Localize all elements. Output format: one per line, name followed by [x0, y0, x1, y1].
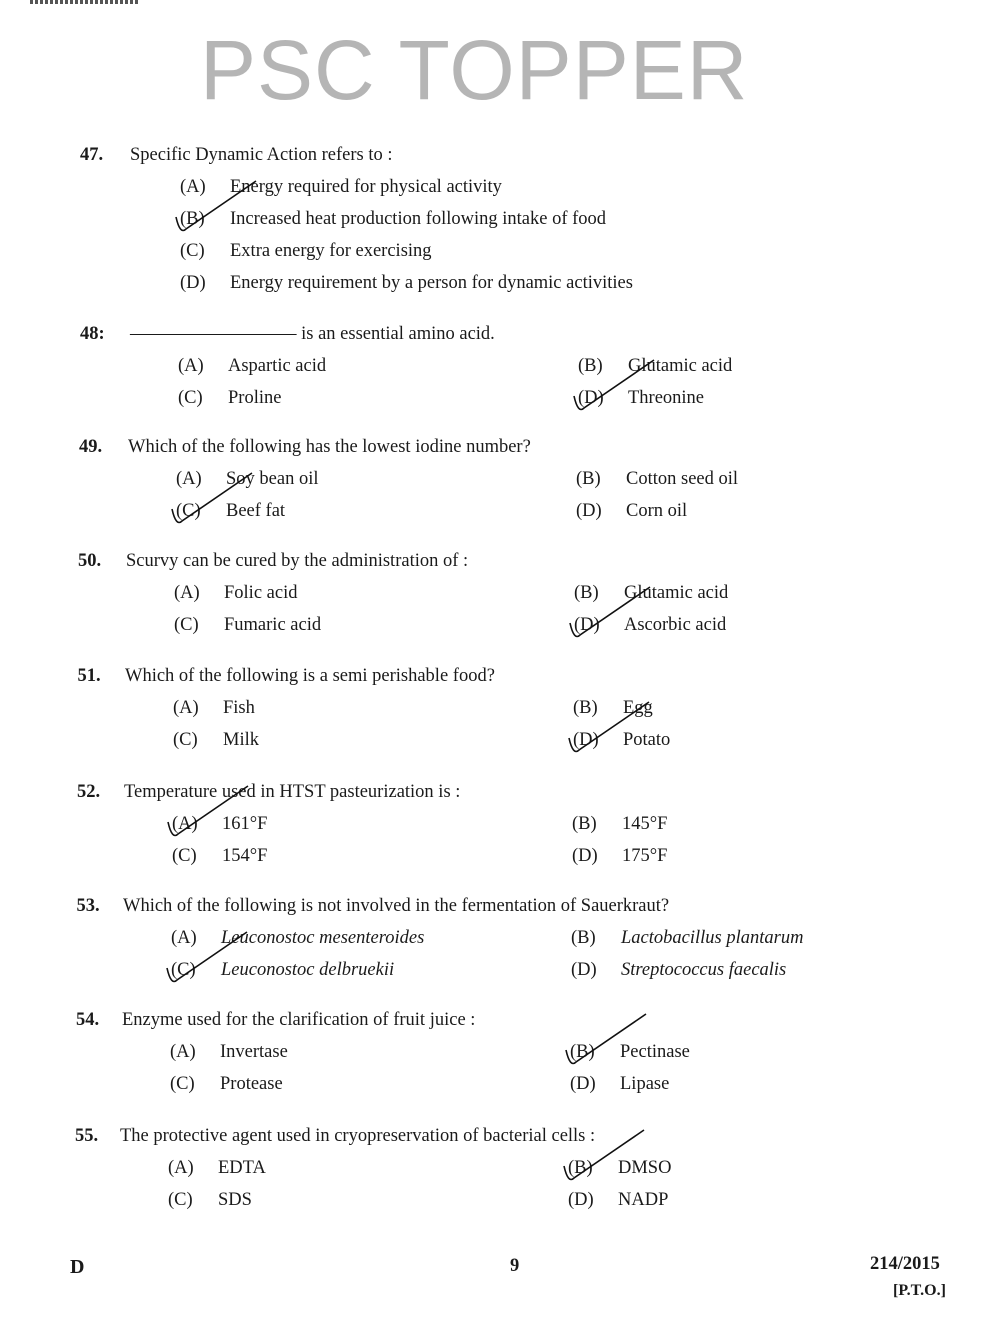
option-text: Folic acid [224, 583, 298, 603]
option-label: (C) [173, 730, 198, 750]
option-label: (D) [574, 615, 600, 635]
option-text: SDS [218, 1190, 252, 1210]
answer-option [172, 846, 267, 867]
option-text: Streptococcus faecalis [621, 960, 787, 980]
answer-option [180, 241, 432, 262]
option-text: Potato [623, 730, 671, 750]
option-label: (C) [168, 1190, 193, 1210]
answer-option [171, 928, 424, 949]
answer-option [568, 1158, 671, 1179]
option-text: Lactobacillus plantarum [621, 928, 804, 948]
question-text: Which of the following has the lowest iodine number? [128, 437, 531, 457]
scan-artifact [30, 0, 140, 4]
option-label: (B) [576, 469, 601, 489]
answer-option [168, 1158, 266, 1179]
option-label: (C) [178, 388, 203, 408]
question-number: 52. [77, 782, 101, 802]
answer-option [574, 583, 728, 604]
option-text: Energy requirement by a person for dynamic activities [230, 273, 633, 293]
option-text: Beef fat [226, 501, 286, 521]
question-text: Specific Dynamic Action refers to : [130, 145, 393, 165]
answer-option [573, 730, 670, 751]
answer-option [173, 730, 259, 751]
option-label: (B) [573, 698, 598, 718]
answer-option [571, 960, 786, 981]
option-text: Cotton seed oil [626, 469, 739, 489]
option-text: DMSO [618, 1158, 672, 1178]
option-text: Leuconostoc mesenteroides [221, 928, 425, 948]
option-text: Soy bean oil [226, 469, 319, 489]
question-number: 47. [80, 145, 104, 165]
option-label: (A) [171, 928, 197, 948]
option-text: 175°F [622, 846, 668, 866]
option-label: (A) [180, 177, 206, 197]
option-label: (C) [172, 846, 197, 866]
option-text: Threonine [628, 388, 705, 408]
question-number: 54. [76, 1010, 100, 1030]
option-label: (A) [178, 356, 204, 376]
answer-option [573, 698, 653, 719]
question-text: Scurvy can be cured by the administration of : [126, 551, 469, 571]
option-label: (D) [578, 388, 604, 408]
option-text: Leuconostoc delbruekii [221, 960, 395, 980]
watermark: PSC TOPPER [200, 23, 749, 117]
question-text: Enzyme used for the clarification of fruit juice : [122, 1010, 476, 1030]
option-label: (C) [171, 960, 196, 980]
answer-option [578, 388, 704, 409]
answer-option [572, 814, 667, 835]
footer-pto: [P.T.O.] [893, 1282, 946, 1299]
option-text: Glutamic acid [624, 583, 729, 603]
option-text: NADP [618, 1190, 669, 1210]
option-label: (C) [180, 241, 205, 261]
answer-option [176, 501, 285, 522]
answer-option [574, 615, 726, 636]
option-label: (D) [576, 501, 602, 521]
answer-option [578, 356, 732, 377]
option-label: (D) [573, 730, 599, 750]
option-label: (B) [571, 928, 596, 948]
option-text: Milk [223, 730, 259, 750]
option-text: Egg [623, 698, 653, 718]
answer-option [576, 501, 687, 522]
answer-option [568, 1190, 668, 1211]
option-label: (D) [180, 273, 206, 293]
question-number: 48: [80, 324, 105, 344]
option-text: Proline [228, 388, 282, 408]
option-text: EDTA [218, 1158, 266, 1178]
option-label: (C) [176, 501, 201, 521]
option-label: (B) [570, 1042, 595, 1062]
answer-option [570, 1042, 690, 1063]
option-text: 161°F [222, 814, 268, 834]
answer-option [170, 1074, 283, 1095]
answer-option [570, 1074, 669, 1095]
option-label: (D) [568, 1190, 594, 1210]
option-text: Fish [223, 698, 255, 718]
answer-option [173, 698, 255, 719]
option-text: Fumaric acid [224, 615, 322, 635]
option-label: (C) [170, 1074, 195, 1094]
answer-option [172, 814, 267, 835]
answer-option [174, 615, 321, 636]
question-number: 53. [76, 896, 100, 916]
option-label: (A) [168, 1158, 194, 1178]
option-label: (A) [173, 698, 199, 718]
option-text: Increased heat production following intake of food [230, 209, 607, 229]
option-text: 145°F [622, 814, 668, 834]
option-text: Energy required for physical activity [230, 177, 502, 197]
option-text: Protease [220, 1074, 283, 1094]
option-label: (B) [574, 583, 599, 603]
option-label: (D) [571, 960, 597, 980]
option-label: (A) [174, 583, 200, 603]
answer-option [178, 388, 281, 409]
footer-page-number: 9 [510, 1256, 520, 1276]
answer-option [180, 209, 606, 230]
option-label: (B) [568, 1158, 593, 1178]
option-label: (D) [572, 846, 598, 866]
answer-option [572, 846, 667, 867]
question-text: The protective agent used in cryopreservation of bacterial cells : [120, 1126, 596, 1146]
option-text: Pectinase [620, 1042, 690, 1062]
answer-option [571, 928, 803, 949]
answer-option [576, 469, 738, 490]
option-text: Glutamic acid [628, 356, 733, 376]
option-label: (A) [170, 1042, 196, 1062]
option-label: (B) [578, 356, 603, 376]
option-text: 154°F [222, 846, 268, 866]
question-text: Temperature used in HTST pasteurization is : [124, 782, 461, 802]
question-number: 51. [77, 666, 101, 686]
question-number: 49. [79, 437, 103, 457]
option-text: Lipase [620, 1074, 670, 1094]
option-text: Invertase [220, 1042, 288, 1062]
option-text: Extra energy for exercising [230, 241, 432, 261]
answer-option [176, 469, 319, 490]
question-number: 50. [78, 551, 102, 571]
question-text: Which of the following is not involved in the fermentation of Sauerkraut? [123, 896, 670, 916]
answer-option [171, 960, 394, 981]
option-label: (D) [570, 1074, 596, 1094]
option-label: (B) [572, 814, 597, 834]
option-text: Ascorbic acid [624, 615, 727, 635]
option-label: (A) [172, 814, 198, 834]
answer-option [180, 177, 502, 198]
answer-option [174, 583, 297, 604]
footer-code: 214/2015 [870, 1254, 940, 1274]
answer-option [168, 1190, 252, 1211]
question-text: ————————— is an essential amino acid. [130, 324, 495, 344]
option-text: Aspartic acid [228, 356, 327, 376]
option-label: (B) [180, 209, 205, 229]
answer-option [180, 273, 633, 294]
option-label: (C) [174, 615, 199, 635]
option-label: (A) [176, 469, 202, 489]
answer-option [170, 1042, 288, 1063]
answer-option [178, 356, 326, 377]
footer-series: D [70, 1256, 85, 1278]
option-text: Corn oil [626, 501, 688, 521]
question-text: Which of the following is a semi perishable food? [125, 666, 495, 686]
question-number: 55. [75, 1126, 99, 1146]
